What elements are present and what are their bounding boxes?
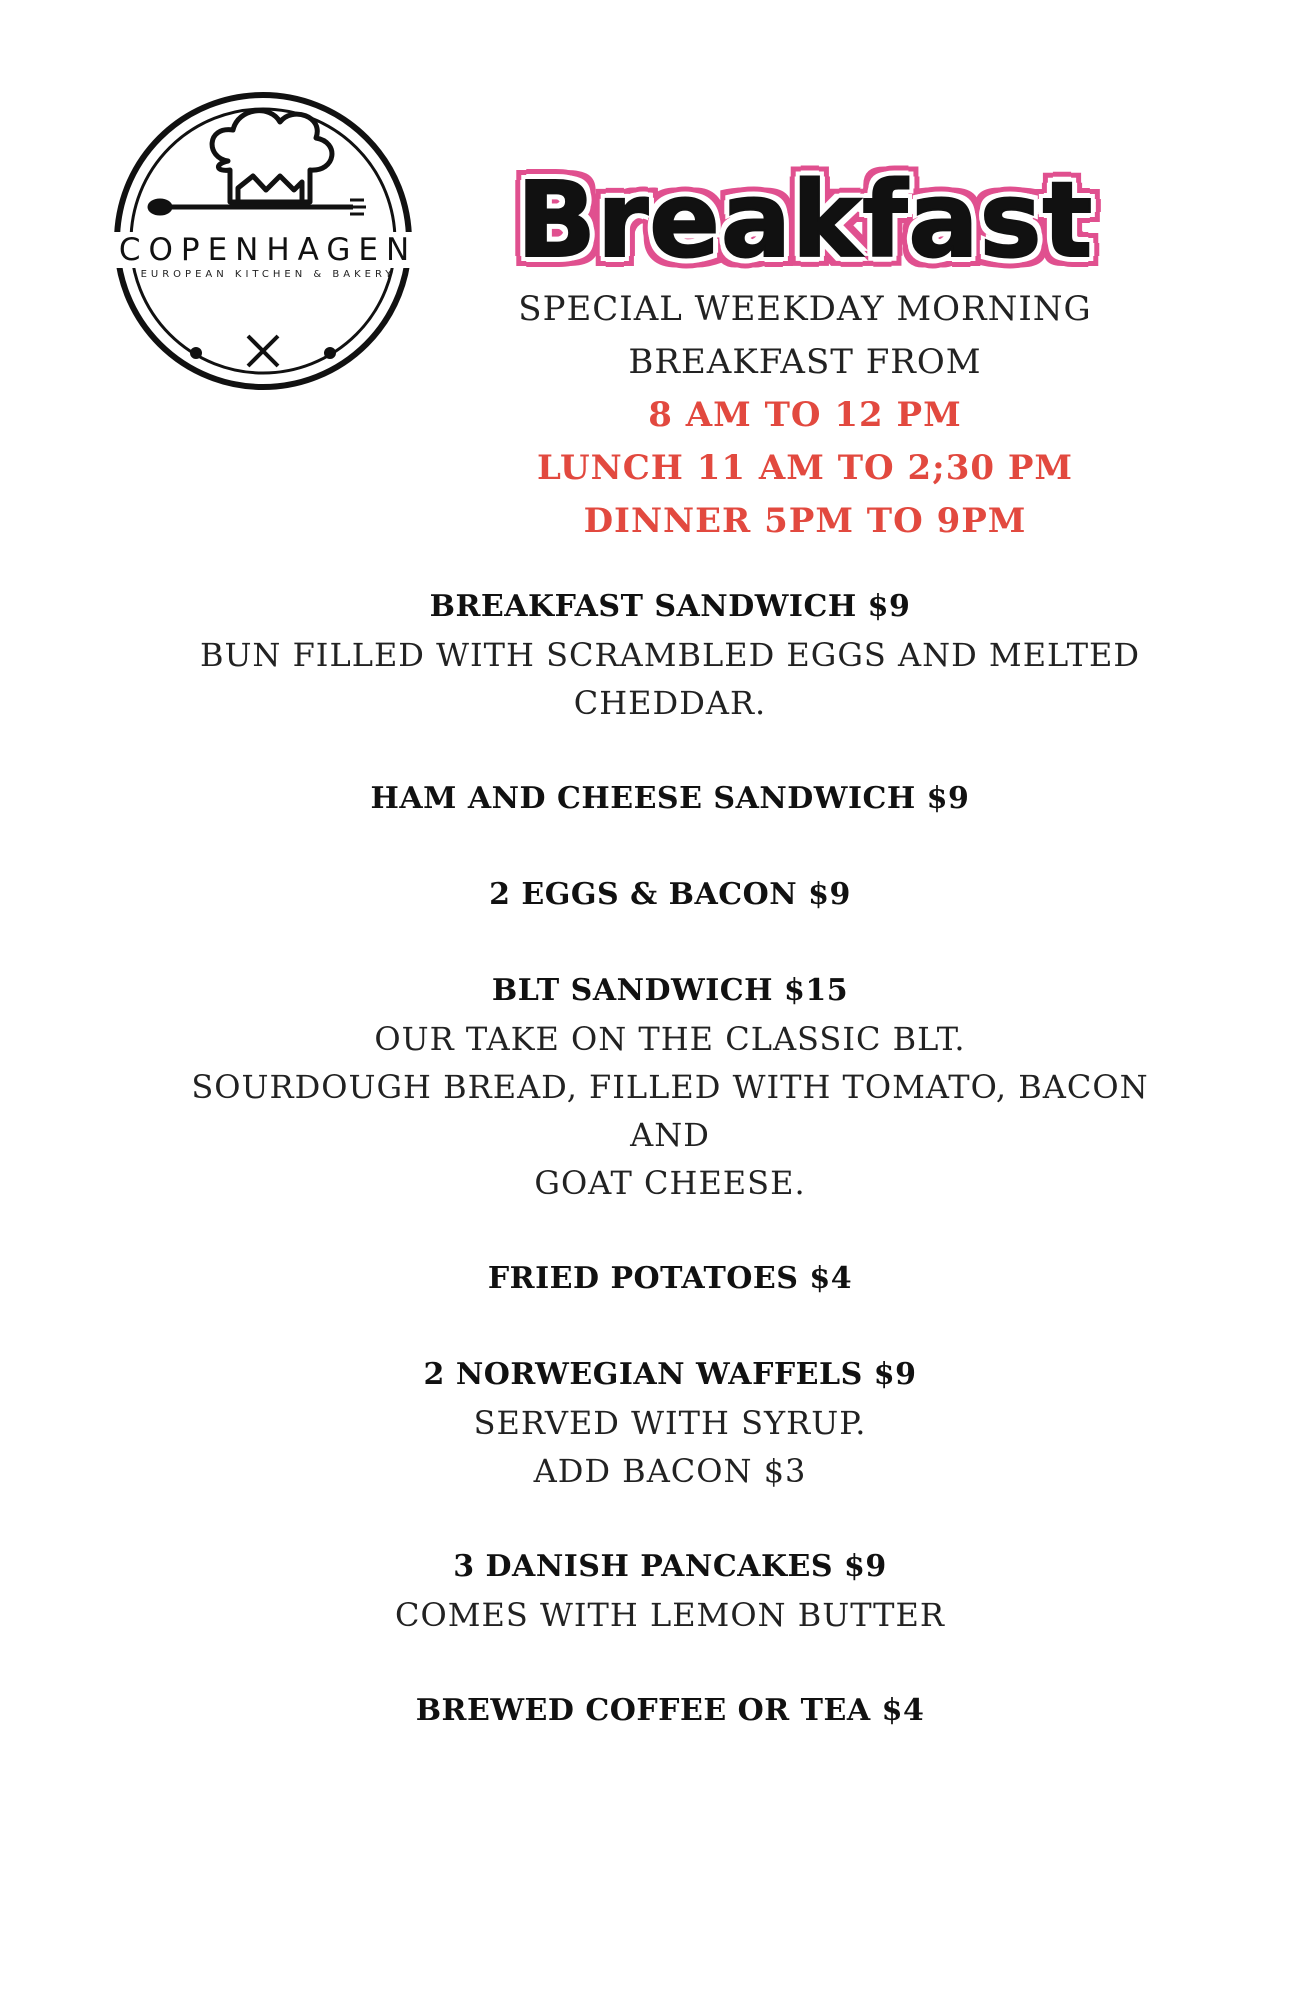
restaurant-logo — [88, 86, 448, 396]
crossed-knives-icon — [192, 336, 334, 366]
menu-item-desc: BUN FILLED WITH SCRAMBLED EGGS AND MELTED — [199, 636, 1141, 674]
chef-hat-icon — [212, 111, 332, 202]
menu-item — [150, 871, 1190, 919]
menu-item-desc: CHEDDAR. — [573, 684, 767, 722]
title-banner — [490, 160, 1120, 285]
hours-block — [480, 283, 1130, 548]
brand-name: COPENHAGEN — [88, 232, 448, 268]
menu-item-name: 2 NORWEGIAN WAFFELS $9 — [423, 1357, 917, 1392]
hours-lunch: LUNCH 11 AM TO 2;30 PM — [536, 448, 1074, 488]
menu-list — [150, 583, 1190, 1783]
brand-tagline: EUROPEAN KITCHEN & BAKERY — [140, 269, 396, 280]
menu-item-name: BREAKFAST SANDWICH $9 — [429, 589, 911, 624]
menu-item-name: 2 EGGS & BACON $9 — [489, 877, 851, 912]
hours-intro-line2: BREAKFAST FROM — [628, 342, 982, 382]
menu-item — [150, 1255, 1190, 1303]
menu-item-desc: ADD BACON $3 — [533, 1452, 807, 1490]
menu-item-desc: SERVED WITH SYRUP. — [473, 1404, 867, 1442]
menu-item — [150, 967, 1190, 1207]
menu-item-name: BREWED COFFEE OR TEA $4 — [415, 1693, 925, 1728]
menu-item-desc: OUR TAKE ON THE CLASSIC BLT. — [374, 1020, 966, 1058]
menu-item — [150, 775, 1190, 823]
menu-item-desc: GOAT CHEESE. — [534, 1164, 806, 1202]
menu-item-desc: SOURDOUGH BREAD, FILLED WITH TOMATO, BACON AND — [191, 1068, 1149, 1154]
menu-item-name: BLT SANDWICH $15 — [491, 973, 849, 1008]
menu-item — [150, 1687, 1190, 1735]
hours-intro-line1: SPECIAL WEEKDAY MORNING — [518, 289, 1092, 329]
menu-item — [150, 1543, 1190, 1639]
menu-item — [150, 583, 1190, 727]
menu-item — [150, 1351, 1190, 1495]
menu-item-name: 3 DANISH PANCAKES $9 — [453, 1549, 887, 1584]
menu-item-name: HAM AND CHEESE SANDWICH $9 — [370, 781, 970, 816]
hours-breakfast: 8 AM TO 12 PM — [648, 395, 962, 435]
menu-item-desc: COMES WITH LEMON BUTTER — [395, 1596, 945, 1634]
hours-dinner: DINNER 5PM TO 9PM — [583, 501, 1027, 541]
page-title: Breakfast — [516, 159, 1094, 281]
menu-item-name: FRIED POTATOES $4 — [487, 1261, 853, 1296]
